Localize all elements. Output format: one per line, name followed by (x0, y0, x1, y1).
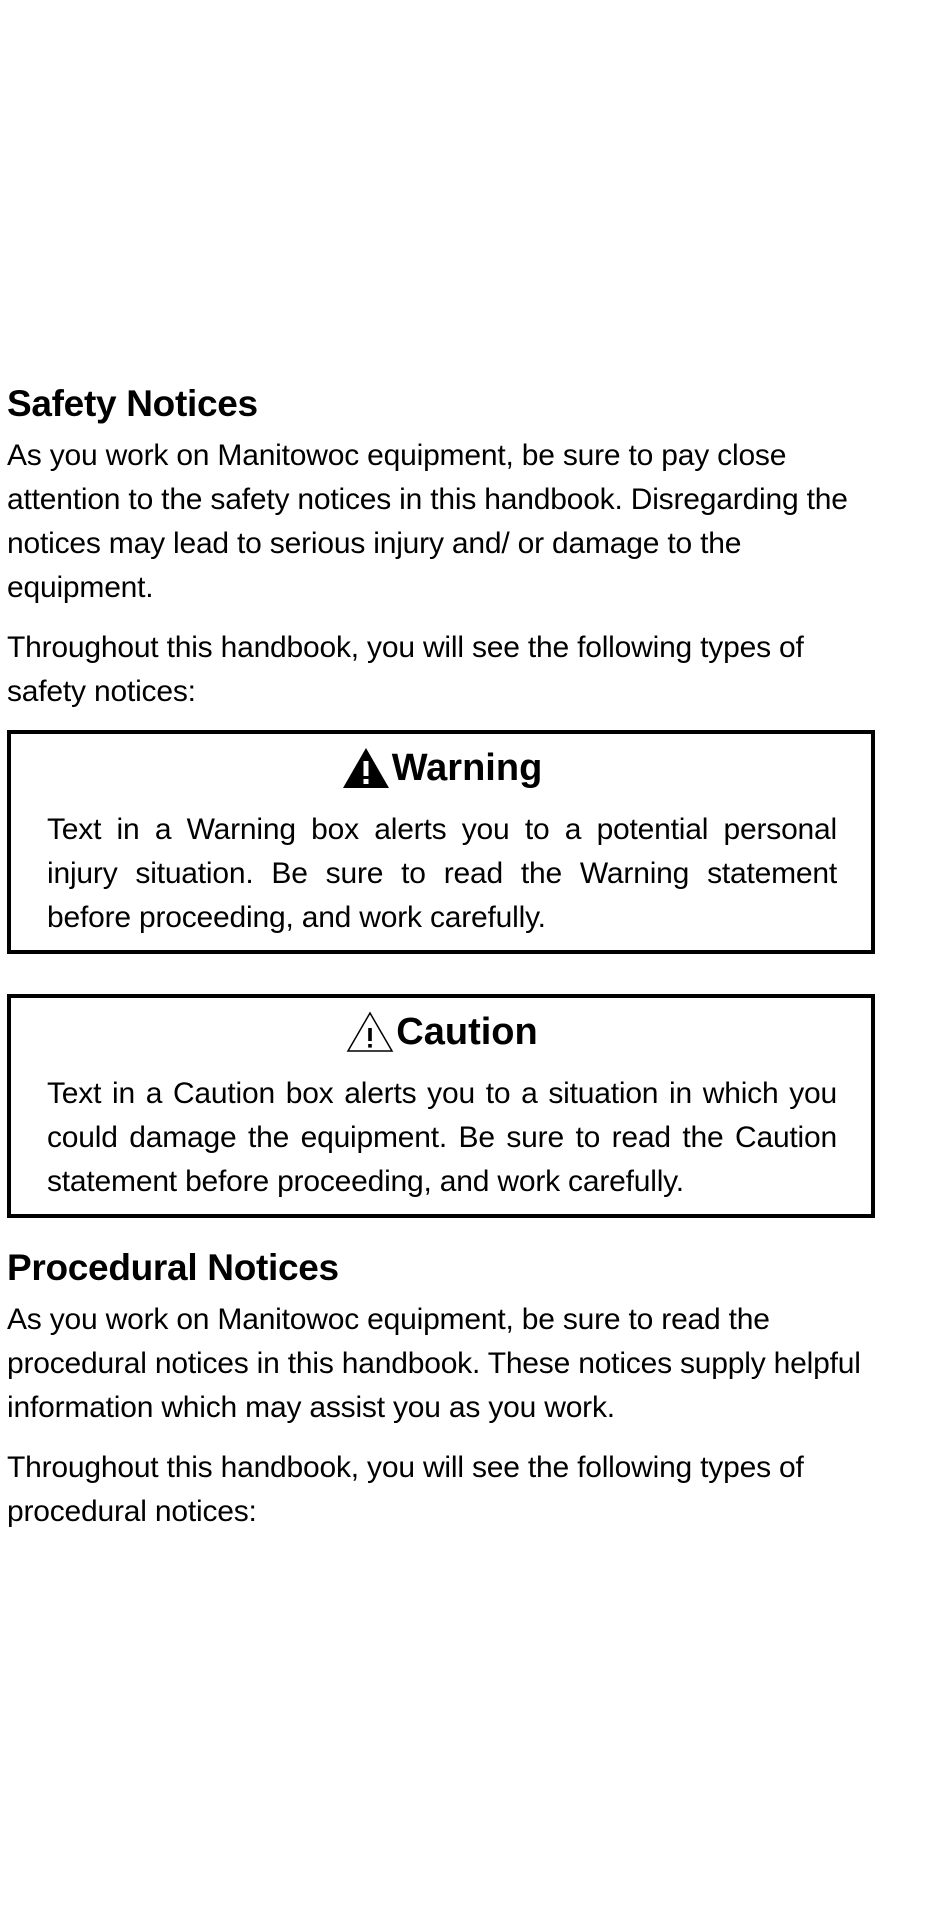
document-body (7, 382, 875, 1550)
procedural-notices-heading: Procedural Notices (7, 1247, 339, 1288)
caution-title-row (47, 1002, 837, 1062)
procedural-types-paragraph: Throughout this handbook, you will see the following types of procedural notices: (7, 1451, 804, 1528)
warning-text: Text in a Warning box alerts you to a potential personal injury situation. Be sure to read the Warning statement before proceeding, and work carefully. (47, 813, 837, 934)
safety-intro-paragraph: As you work on Manitowoc equipment, be sure to pay close attention to the safety notices in this handbook. Disregarding the notices may lead to serious injury and/ or damage to the equipment. (7, 439, 848, 604)
caution-text: Text in a Caution box alerts you to a situation in which you could damage the equipment. Be sure to read the Caution statement before proceeding, and work carefully. (47, 1077, 837, 1198)
procedural-intro-paragraph: As you work on Manitowoc equipment, be sure to read the procedural notices in this handbook. These notices supply helpful information which may assist you as you work. (7, 1303, 861, 1424)
caution-box (7, 994, 875, 1218)
caution-title: Caution (396, 1011, 538, 1053)
caution-triangle-outline-icon (346, 1011, 394, 1053)
safety-types-paragraph: Throughout this handbook, you will see the following types of safety notices: (7, 631, 804, 708)
warning-title-row (47, 738, 837, 798)
safety-notices-heading: Safety Notices (7, 383, 258, 424)
procedural-section (7, 1246, 875, 1534)
warning-box (7, 730, 875, 954)
warning-title: Warning (391, 747, 543, 789)
warning-triangle-filled-icon (342, 747, 390, 789)
